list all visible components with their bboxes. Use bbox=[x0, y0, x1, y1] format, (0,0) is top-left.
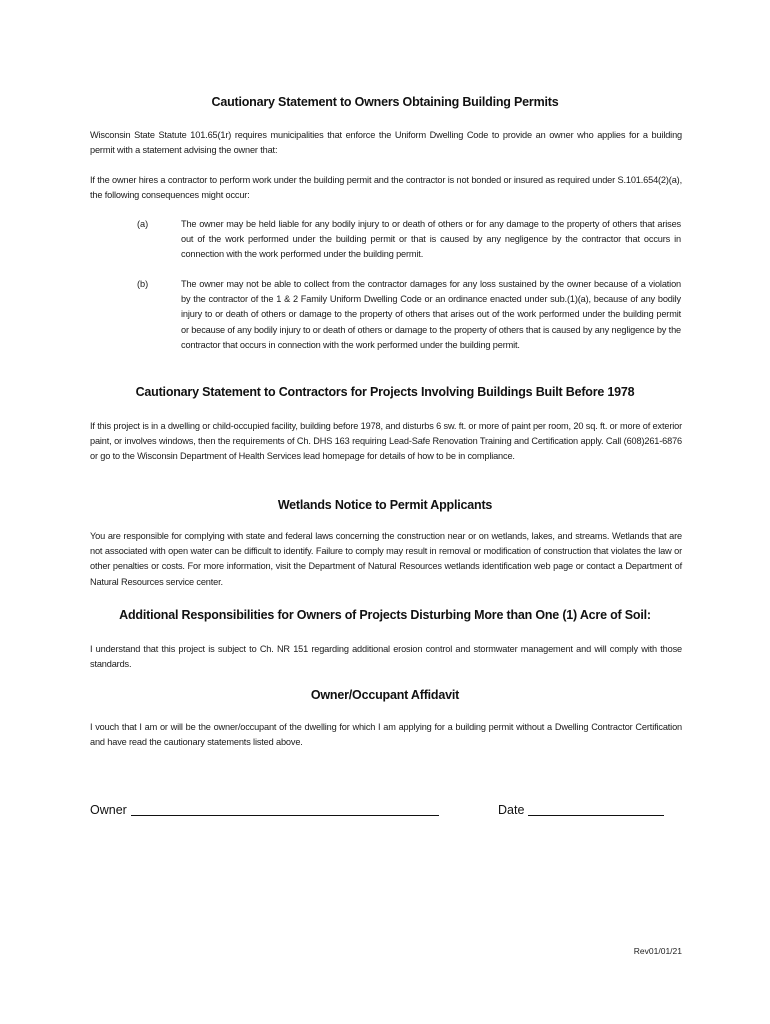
wetlands-heading: Wetlands Notice to Permit Applicants bbox=[277, 498, 493, 512]
wetlands-text: You are responsible for complying with state and federal laws concerning the construction near or on wetlands, lakes, and streams. Wetlands that are not associated with open water can be difficult to identify. Failure to comply may result in removal or modification of construction that violates the law or other penalties or costs. For more information, visit the Department of Natural Resources wetlands identification web page or contact a Department of Natural Resources service center. bbox=[90, 531, 682, 587]
contractors-text: If this project is in a dwelling or child-occupied facility, building before 1978, and disturbs 6 sw. ft. or more of paint per room, 20 sq. ft. or more of exterior paint, or involves windows, then the requirements of Ch. DHS 163 requiring Lead-Safe Renovation Training and Certification apply. Call (608)261-6876 or go to the Wisconsin Department of Health Services lead homepage for details of how to be in compliance. bbox=[90, 421, 682, 462]
owner-signature-field[interactable] bbox=[131, 803, 439, 816]
date-field[interactable] bbox=[528, 803, 664, 816]
affidavit-text: I vouch that I am or will be the owner/occupant of the dwelling for which I am applying for a building permit without a Dwelling Contractor Certification and have read the cautionary statements listed above. bbox=[90, 722, 682, 748]
item-a-label: (a) bbox=[137, 219, 149, 229]
date-signature-line bbox=[498, 803, 664, 817]
owners-condition: If the owner hires a contractor to perform work under the building permit and the contractor is not bonded or insured as required under S.101.654(2)(a), the following consequences might occur: bbox=[90, 175, 682, 201]
contractors-heading: Cautionary Statement to Contractors for Projects Involving Buildings Built Before 1978 bbox=[135, 385, 635, 399]
owners-heading: Cautionary Statement to Owners Obtaining Building Permits bbox=[211, 95, 559, 109]
revision-label: Rev01/01/21 bbox=[633, 946, 682, 956]
owner-label: Owner bbox=[90, 803, 127, 817]
soil-text: I understand that this project is subject to Ch. NR 151 regarding additional erosion control and stormwater management and will comply with those standards. bbox=[90, 644, 682, 670]
owners-intro: Wisconsin State Statute 101.65(1r) requires municipalities that enforce the Uniform Dwelling Code to provide an owner who applies for a building permit with a statement advising the owner that: bbox=[90, 130, 682, 156]
owner-signature-line bbox=[90, 803, 439, 817]
item-b-text: The owner may not be able to collect from the contractor damages for any loss sustained by the owner because of a violation by the contractor of the 1 & 2 Family Uniform Dwelling Code or an ordinance enacted under sub.(1)(a), because of any bodily injury to or death of others or damage to the property of others that arises out of the work performed under the building permit or because of any bodily injury to or death of others or damage to the property of others that is caused by any negligence by the contractor that occurs in connection with the work performed under the building permit. bbox=[181, 279, 681, 350]
item-a-text: The owner may be held liable for any bodily injury to or death of others or for any damage to the property of others that arises out of the work performed under the building permit or that is caused by any negligence by the contractor that occurs in connection with the work performed under the building permit. bbox=[181, 219, 681, 260]
affidavit-heading: Owner/Occupant Affidavit bbox=[310, 688, 460, 702]
item-b-label: (b) bbox=[137, 279, 149, 289]
date-label: Date bbox=[498, 803, 525, 817]
soil-heading: Additional Responsibilities for Owners of Projects Disturbing More than One (1) Acre of Soil: bbox=[119, 608, 651, 622]
